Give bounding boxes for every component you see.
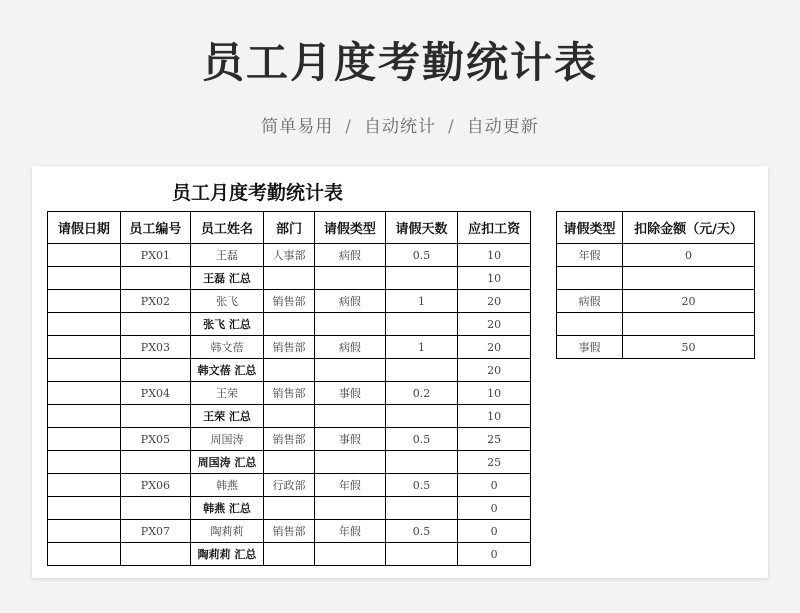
cell-leave-type[interactable]: 年假 xyxy=(557,244,623,267)
cell-employee-id[interactable] xyxy=(120,497,191,520)
cell-leave-type[interactable]: 事假 xyxy=(315,382,386,405)
cell-employee-id[interactable] xyxy=(120,405,191,428)
cell-department[interactable]: 行政部 xyxy=(263,474,314,497)
cell-date[interactable] xyxy=(48,290,121,313)
cell-deduction[interactable]: 25 xyxy=(458,428,531,451)
cell-department[interactable]: 销售部 xyxy=(263,382,314,405)
cell-employee-name[interactable]: 韩文蓓 xyxy=(191,336,264,359)
cell-deduction-amount[interactable] xyxy=(623,267,755,290)
cell-deduction[interactable]: 25 xyxy=(458,451,531,474)
cell-deduction[interactable]: 20 xyxy=(458,336,531,359)
cell-employee-name[interactable]: 张飞 xyxy=(191,290,264,313)
cell-leave-days[interactable]: 1 xyxy=(385,290,458,313)
deduction-rate-table xyxy=(556,211,755,359)
cell-department[interactable] xyxy=(263,313,314,336)
cell-deduction-amount[interactable]: 0 xyxy=(623,244,755,267)
cell-employee-name[interactable]: 周国涛 汇总 xyxy=(191,451,264,474)
cell-employee-name[interactable]: 张飞 汇总 xyxy=(191,313,264,336)
cell-department[interactable]: 销售部 xyxy=(263,290,314,313)
cell-leave-days[interactable] xyxy=(385,451,458,474)
column-header[interactable]: 员工姓名 xyxy=(191,212,264,244)
subtotal-row xyxy=(48,267,531,290)
table-row xyxy=(557,267,755,290)
cell-leave-type[interactable]: 年假 xyxy=(315,474,386,497)
cell-employee-name[interactable]: 王荣 汇总 xyxy=(191,405,264,428)
spreadsheet-sheet xyxy=(32,166,768,578)
cell-leave-days[interactable] xyxy=(385,313,458,336)
cell-employee-id[interactable] xyxy=(120,267,191,290)
cell-employee-name[interactable]: 韩燕 xyxy=(191,474,264,497)
cell-deduction[interactable]: 0 xyxy=(458,520,531,543)
cell-leave-days[interactable] xyxy=(385,497,458,520)
cell-date[interactable] xyxy=(48,359,121,382)
cell-leave-days[interactable]: 0.5 xyxy=(385,474,458,497)
cell-employee-name[interactable]: 王磊 xyxy=(191,244,264,267)
cell-department[interactable]: 销售部 xyxy=(263,336,314,359)
cell-department[interactable] xyxy=(263,497,314,520)
cell-leave-type[interactable] xyxy=(315,451,386,474)
table-row xyxy=(48,336,531,359)
cell-department[interactable]: 销售部 xyxy=(263,428,314,451)
cell-date[interactable] xyxy=(48,497,121,520)
subtotal-row xyxy=(48,497,531,520)
cell-leave-days[interactable]: 0.5 xyxy=(385,244,458,267)
column-header[interactable]: 员工编号 xyxy=(120,212,191,244)
cell-deduction-amount[interactable]: 20 xyxy=(623,290,755,313)
subtotal-row xyxy=(48,451,531,474)
cell-employee-id[interactable] xyxy=(120,543,191,566)
cell-department[interactable] xyxy=(263,405,314,428)
tag-separator: / xyxy=(448,117,455,137)
cell-date[interactable] xyxy=(48,428,121,451)
cell-leave-type[interactable] xyxy=(315,359,386,382)
cell-deduction[interactable]: 10 xyxy=(458,267,531,290)
cell-leave-type[interactable] xyxy=(315,267,386,290)
cell-deduction[interactable]: 0 xyxy=(458,497,531,520)
cell-date[interactable] xyxy=(48,382,121,405)
cell-deduction[interactable]: 20 xyxy=(458,313,531,336)
sheet-title: 员工月度考勤统计表 xyxy=(172,182,344,204)
cell-department[interactable] xyxy=(263,451,314,474)
cell-leave-type[interactable] xyxy=(557,313,623,336)
cell-leave-type[interactable] xyxy=(315,497,386,520)
cell-date[interactable] xyxy=(48,405,121,428)
tag-auto-update: 自动更新 xyxy=(466,117,539,137)
subtotal-row xyxy=(48,359,531,382)
cell-date[interactable] xyxy=(48,267,121,290)
cell-employee-id[interactable]: PX07 xyxy=(120,520,191,543)
column-header[interactable]: 请假类型 xyxy=(315,212,386,244)
cell-employee-name[interactable]: 韩燕 汇总 xyxy=(191,497,264,520)
table-row xyxy=(557,313,755,336)
cell-date[interactable] xyxy=(48,520,121,543)
cell-deduction-amount[interactable]: 50 xyxy=(623,336,755,359)
tag-separator: / xyxy=(345,117,352,137)
cell-employee-id[interactable]: PX01 xyxy=(120,244,191,267)
cell-employee-id[interactable]: PX02 xyxy=(120,290,191,313)
cell-department[interactable] xyxy=(263,267,314,290)
subtotal-row xyxy=(48,405,531,428)
cell-department[interactable] xyxy=(263,543,314,566)
table-row xyxy=(48,474,531,497)
table-row xyxy=(557,336,755,359)
cell-employee-id[interactable]: PX03 xyxy=(120,336,191,359)
cell-employee-name[interactable]: 陶莉莉 xyxy=(191,520,264,543)
cell-employee-name[interactable]: 韩文蓓 汇总 xyxy=(191,359,264,382)
cell-date[interactable] xyxy=(48,313,121,336)
cell-deduction-amount[interactable] xyxy=(623,313,755,336)
table-row xyxy=(48,520,531,543)
table-row xyxy=(557,244,755,267)
subtotal-row xyxy=(48,543,531,566)
column-header[interactable]: 请假类型 xyxy=(557,212,623,244)
cell-date[interactable] xyxy=(48,336,121,359)
cell-employee-id[interactable] xyxy=(120,359,191,382)
subtotal-row xyxy=(48,313,531,336)
cell-leave-type[interactable]: 事假 xyxy=(315,428,386,451)
cell-leave-days[interactable]: 1 xyxy=(385,336,458,359)
column-header[interactable]: 请假日期 xyxy=(48,212,121,244)
table-row xyxy=(48,244,531,267)
cell-employee-name[interactable]: 周国涛 xyxy=(191,428,264,451)
column-header[interactable]: 请假天数 xyxy=(385,212,458,244)
cell-leave-type[interactable]: 病假 xyxy=(315,290,386,313)
column-header[interactable]: 部门 xyxy=(263,212,314,244)
cell-deduction[interactable]: 10 xyxy=(458,382,531,405)
column-header[interactable]: 应扣工资 xyxy=(458,212,531,244)
cell-leave-days[interactable]: 0.5 xyxy=(385,520,458,543)
cell-date[interactable] xyxy=(48,543,121,566)
table-header-row xyxy=(557,212,755,244)
cell-leave-type[interactable]: 年假 xyxy=(315,520,386,543)
cell-deduction[interactable]: 10 xyxy=(458,244,531,267)
table-row xyxy=(48,290,531,313)
cell-deduction[interactable]: 0 xyxy=(458,474,531,497)
cell-employee-id[interactable]: PX05 xyxy=(120,428,191,451)
cell-leave-type[interactable]: 病假 xyxy=(557,290,623,313)
cell-employee-name[interactable]: 王荣 xyxy=(191,382,264,405)
cell-department[interactable]: 人事部 xyxy=(263,244,314,267)
cell-employee-name[interactable]: 王磊 汇总 xyxy=(191,267,264,290)
cell-leave-type[interactable]: 病假 xyxy=(315,244,386,267)
cell-leave-days[interactable]: 0.2 xyxy=(385,382,458,405)
cell-leave-days[interactable] xyxy=(385,405,458,428)
cell-employee-id[interactable] xyxy=(120,451,191,474)
cell-leave-type[interactable] xyxy=(315,405,386,428)
cell-leave-type[interactable]: 病假 xyxy=(315,336,386,359)
cell-leave-days[interactable]: 0.5 xyxy=(385,428,458,451)
cell-leave-days[interactable] xyxy=(385,543,458,566)
cell-date[interactable] xyxy=(48,244,121,267)
cell-employee-id[interactable]: PX06 xyxy=(120,474,191,497)
banner-title: 员工月度考勤统计表 xyxy=(201,38,598,87)
cell-leave-type[interactable]: 事假 xyxy=(557,336,623,359)
cell-leave-days[interactable] xyxy=(385,359,458,382)
cell-deduction[interactable]: 20 xyxy=(458,359,531,382)
cell-deduction[interactable]: 0 xyxy=(458,543,531,566)
cell-date[interactable] xyxy=(48,474,121,497)
cell-leave-type[interactable] xyxy=(315,543,386,566)
cell-deduction[interactable]: 10 xyxy=(458,405,531,428)
cell-leave-type[interactable] xyxy=(557,267,623,290)
attendance-table xyxy=(47,211,531,566)
tag-auto-stats: 自动统计 xyxy=(364,117,436,137)
tag-easy: 简单易用 xyxy=(261,117,334,137)
table-header-row xyxy=(48,212,531,244)
cell-employee-id[interactable] xyxy=(120,313,191,336)
table-row xyxy=(48,382,531,405)
banner-tagline xyxy=(0,112,800,137)
cell-date[interactable] xyxy=(48,451,121,474)
cell-employee-id[interactable]: PX04 xyxy=(120,382,191,405)
table-row xyxy=(48,428,531,451)
cell-deduction[interactable]: 20 xyxy=(458,290,531,313)
cell-department[interactable] xyxy=(263,359,314,382)
cell-employee-name[interactable]: 陶莉莉 汇总 xyxy=(191,543,264,566)
column-header[interactable]: 扣除金额（元/天） xyxy=(623,212,755,244)
cell-leave-type[interactable] xyxy=(315,313,386,336)
cell-leave-days[interactable] xyxy=(385,267,458,290)
cell-department[interactable]: 销售部 xyxy=(263,520,314,543)
table-row xyxy=(557,290,755,313)
